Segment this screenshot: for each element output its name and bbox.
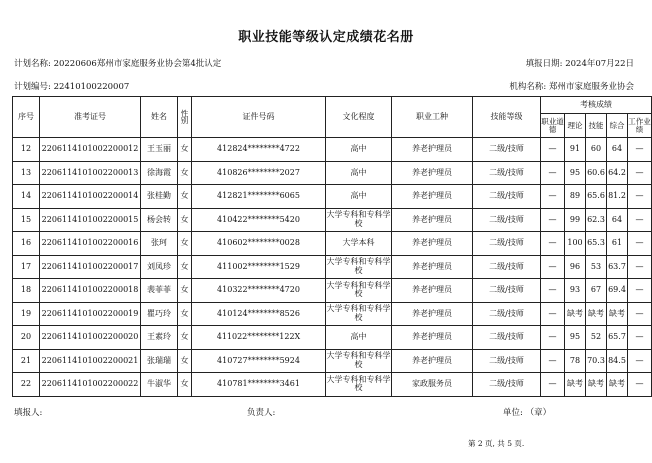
- cell-skill: 52: [586, 326, 607, 350]
- cell-overall: 缺考: [607, 302, 628, 326]
- table-row: [13, 138, 652, 162]
- cell-gender: 女: [178, 185, 192, 209]
- header-exam-no: 准考证号: [40, 97, 141, 138]
- cell-theory: 91: [565, 138, 586, 162]
- cell-id-no: 411022********122X: [192, 326, 326, 350]
- cell-overall: 63.7: [607, 255, 628, 279]
- header-skill: 技能: [586, 114, 607, 138]
- cell-seq: 16: [13, 232, 40, 256]
- cell-occupation: 养老护理员: [392, 208, 473, 232]
- cell-id-no: 412821********6065: [192, 185, 326, 209]
- cell-work-perf: —: [628, 138, 652, 162]
- table-row: [13, 302, 652, 326]
- cell-seq: 13: [13, 161, 40, 185]
- cell-education: 高中: [326, 326, 392, 350]
- cell-gender: 女: [178, 373, 192, 397]
- cell-theory: 95: [565, 161, 586, 185]
- cell-skill-level: 二级/技师: [473, 138, 541, 162]
- cell-skill-level: 二级/技师: [473, 255, 541, 279]
- cell-seq: 18: [13, 279, 40, 303]
- table-row: [13, 232, 652, 256]
- cell-work-perf: —: [628, 373, 652, 397]
- cell-gender: 女: [178, 302, 192, 326]
- cell-gender: 女: [178, 138, 192, 162]
- cell-skill-level: 二级/技师: [473, 232, 541, 256]
- cell-work-perf: —: [628, 185, 652, 209]
- cell-theory: 89: [565, 185, 586, 209]
- cell-exam-no: 2206114101002200021: [40, 349, 141, 373]
- cell-name: 徐海霞: [141, 161, 178, 185]
- cell-overall: 69.4: [607, 279, 628, 303]
- cell-skill: 53: [586, 255, 607, 279]
- cell-exam-no: 2206114101002200012: [40, 138, 141, 162]
- cell-work-perf: —: [628, 326, 652, 350]
- cell-occupation: 养老护理员: [392, 279, 473, 303]
- cell-exam-no: 2206114101002200014: [40, 185, 141, 209]
- cell-gender: 女: [178, 279, 192, 303]
- header-overall: 综合: [607, 114, 628, 138]
- cell-skill: 70.3: [586, 349, 607, 373]
- cell-education: 大学专科和专科学校: [326, 373, 392, 397]
- cell-gender: 女: [178, 232, 192, 256]
- table-row: [13, 326, 652, 350]
- cell-overall: 84.5: [607, 349, 628, 373]
- cell-skill-level: 二级/技师: [473, 326, 541, 350]
- cell-ethics: —: [541, 302, 565, 326]
- page-title: 职业技能等级认定成绩花名册: [238, 30, 414, 45]
- score-roster-table: [12, 96, 652, 397]
- cell-name: 牛淑华: [141, 373, 178, 397]
- cell-overall: 64.2: [607, 161, 628, 185]
- cell-name: 张桂勤: [141, 185, 178, 209]
- cell-id-no: 410727********5924: [192, 349, 326, 373]
- cell-seq: 21: [13, 349, 40, 373]
- cell-skill: 65.3: [586, 232, 607, 256]
- cell-seq: 22: [13, 373, 40, 397]
- cell-skill: 60: [586, 138, 607, 162]
- cell-exam-no: 2206114101002200016: [40, 232, 141, 256]
- cell-seq: 19: [13, 302, 40, 326]
- cell-skill: 缺考: [586, 373, 607, 397]
- cell-theory: 96: [565, 255, 586, 279]
- cell-seq: 14: [13, 185, 40, 209]
- cell-occupation: 家政服务员: [392, 373, 473, 397]
- table-row: [13, 208, 652, 232]
- header-skill-level: 技能等级: [473, 97, 541, 138]
- header-theory: 理论: [565, 114, 586, 138]
- cell-theory: 93: [565, 279, 586, 303]
- cell-theory: 78: [565, 349, 586, 373]
- cell-ethics: —: [541, 138, 565, 162]
- header-work-perf: 工作业绩: [628, 114, 652, 138]
- cell-occupation: 养老护理员: [392, 161, 473, 185]
- table-row: [13, 255, 652, 279]
- cell-education: 高中: [326, 161, 392, 185]
- cell-education: 大学专科和专科学校: [326, 349, 392, 373]
- cell-gender: 女: [178, 161, 192, 185]
- cell-skill-level: 二级/技师: [473, 349, 541, 373]
- cell-overall: 61: [607, 232, 628, 256]
- cell-seq: 15: [13, 208, 40, 232]
- cell-skill-level: 二级/技师: [473, 373, 541, 397]
- cell-education: 大学专科和专科学校: [326, 279, 392, 303]
- cell-skill-level: 二级/技师: [473, 185, 541, 209]
- cell-overall: 81.2: [607, 185, 628, 209]
- cell-exam-no: 2206114101002200020: [40, 326, 141, 350]
- cell-ethics: —: [541, 232, 565, 256]
- cell-theory: 缺考: [565, 302, 586, 326]
- cell-name: 瞿巧玲: [141, 302, 178, 326]
- cell-education: 大学专科和专科学校: [326, 302, 392, 326]
- cell-education: 高中: [326, 138, 392, 162]
- cell-ethics: —: [541, 279, 565, 303]
- cell-exam-no: 2206114101002200017: [40, 255, 141, 279]
- cell-ethics: —: [541, 349, 565, 373]
- header-scores-group: 考核成绩: [541, 97, 652, 114]
- cell-id-no: 410422********5420: [192, 208, 326, 232]
- cell-exam-no: 2206114101002200013: [40, 161, 141, 185]
- cell-skill-level: 二级/技师: [473, 279, 541, 303]
- cell-education: 大学专科和专科学校: [326, 255, 392, 279]
- cell-exam-no: 2206114101002200018: [40, 279, 141, 303]
- table-row: [13, 161, 652, 185]
- cell-occupation: 养老护理员: [392, 349, 473, 373]
- cell-name: 王玉丽: [141, 138, 178, 162]
- cell-work-perf: —: [628, 208, 652, 232]
- cell-id-no: 410781********3461: [192, 373, 326, 397]
- cell-skill: 65.6: [586, 185, 607, 209]
- responsible-label: 负责人:: [247, 408, 276, 418]
- header-ethics: 职业道德: [541, 114, 565, 138]
- cell-gender: 女: [178, 255, 192, 279]
- cell-ethics: —: [541, 373, 565, 397]
- cell-education: 大学本科: [326, 232, 392, 256]
- cell-education: 大学专科和专科学校: [326, 208, 392, 232]
- cell-id-no: 410124********8526: [192, 302, 326, 326]
- cell-skill: 67: [586, 279, 607, 303]
- cell-work-perf: —: [628, 349, 652, 373]
- table-row: [13, 373, 652, 397]
- cell-work-perf: —: [628, 302, 652, 326]
- cell-name: 杨会转: [141, 208, 178, 232]
- cell-overall: 65.7: [607, 326, 628, 350]
- cell-occupation: 养老护理员: [392, 138, 473, 162]
- cell-ethics: —: [541, 326, 565, 350]
- header-name: 姓名: [141, 97, 178, 138]
- table-row: [13, 349, 652, 373]
- cell-occupation: 养老护理员: [392, 255, 473, 279]
- cell-name: 张瑞瑞: [141, 349, 178, 373]
- cell-skill: 缺考: [586, 302, 607, 326]
- cell-gender: 女: [178, 349, 192, 373]
- cell-ethics: —: [541, 185, 565, 209]
- cell-work-perf: —: [628, 232, 652, 256]
- cell-work-perf: —: [628, 161, 652, 185]
- cell-occupation: 养老护理员: [392, 232, 473, 256]
- cell-theory: 100: [565, 232, 586, 256]
- header-id-no: 证件号码: [192, 97, 326, 138]
- cell-occupation: 养老护理员: [392, 326, 473, 350]
- cell-name: 张珂: [141, 232, 178, 256]
- cell-gender: 女: [178, 208, 192, 232]
- cell-id-no: 410322********4720: [192, 279, 326, 303]
- cell-gender: 女: [178, 326, 192, 350]
- reporter-label: 填报人:: [14, 408, 43, 418]
- cell-skill-level: 二级/技师: [473, 208, 541, 232]
- cell-occupation: 养老护理员: [392, 185, 473, 209]
- cell-theory: 99: [565, 208, 586, 232]
- cell-skill: 60.6: [586, 161, 607, 185]
- cell-overall: 64: [607, 138, 628, 162]
- cell-exam-no: 2206114101002200015: [40, 208, 141, 232]
- plan-name: 计划名称: 20220606郑州市家庭服务业协会第4批认定: [14, 59, 222, 69]
- cell-exam-no: 2206114101002200019: [40, 302, 141, 326]
- cell-seq: 17: [13, 255, 40, 279]
- cell-theory: 缺考: [565, 373, 586, 397]
- header-education: 文化程度: [326, 97, 392, 138]
- fill-date: 填报日期: 2024年07月22日: [525, 59, 634, 69]
- cell-name: 刘凤珍: [141, 255, 178, 279]
- cell-id-no: 412824********4722: [192, 138, 326, 162]
- plan-number: 计划编号: 22410100220007: [14, 82, 130, 92]
- cell-overall: 64: [607, 208, 628, 232]
- cell-theory: 95: [565, 326, 586, 350]
- roster-body: [13, 138, 652, 397]
- cell-work-perf: —: [628, 255, 652, 279]
- cell-skill: 62.3: [586, 208, 607, 232]
- cell-seq: 12: [13, 138, 40, 162]
- page-number: 第 2 页, 共 5 页.: [468, 439, 525, 448]
- cell-ethics: —: [541, 255, 565, 279]
- cell-id-no: 410602********0028: [192, 232, 326, 256]
- cell-skill-level: 二级/技师: [473, 161, 541, 185]
- header-gender: 性别: [178, 97, 192, 138]
- cell-work-perf: —: [628, 279, 652, 303]
- cell-name: 王素玲: [141, 326, 178, 350]
- table-row: [13, 279, 652, 303]
- org-name: 机构名称: 郑州市家庭服务业协会: [509, 82, 634, 92]
- table-row: [13, 185, 652, 209]
- cell-id-no: 411002********1529: [192, 255, 326, 279]
- cell-name: 裴菲菲: [141, 279, 178, 303]
- cell-education: 高中: [326, 185, 392, 209]
- header-seq: 序号: [13, 97, 40, 138]
- cell-overall: 缺考: [607, 373, 628, 397]
- header-occupation: 职业工种: [392, 97, 473, 138]
- cell-seq: 20: [13, 326, 40, 350]
- cell-occupation: 养老护理员: [392, 302, 473, 326]
- cell-ethics: —: [541, 208, 565, 232]
- cell-exam-no: 2206114101002200022: [40, 373, 141, 397]
- unit-label: 单位: （章）: [503, 408, 552, 418]
- cell-ethics: —: [541, 161, 565, 185]
- cell-skill-level: 二级/技师: [473, 302, 541, 326]
- cell-id-no: 410826********2027: [192, 161, 326, 185]
